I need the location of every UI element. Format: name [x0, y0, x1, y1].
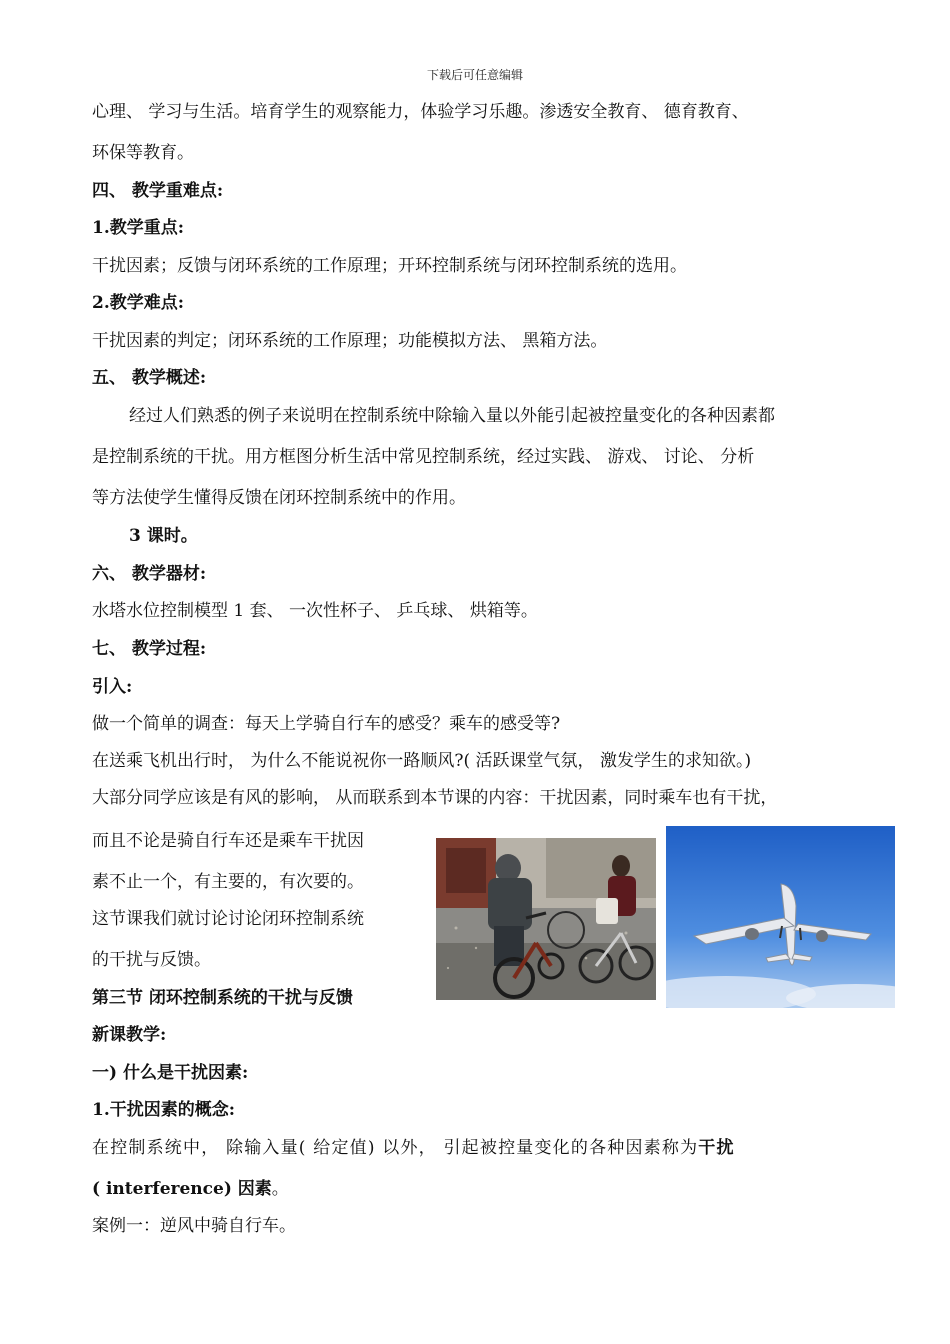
paragraph-line: 环保等教育。	[92, 143, 194, 163]
class-hours: 3 课时。	[129, 526, 198, 546]
paragraph-line: 心理、 学习与生活。培育学生的观察能力，体验学习乐趣。渗透安全教育、 德育教育、	[92, 102, 749, 122]
paragraph-line: 素不止一个，有主要的，有次要的。	[92, 872, 364, 892]
paragraph-line: 水塔水位控制模型 1 套、 一次性杯子、 乒乓球、 烘箱等。	[92, 601, 538, 621]
subheading-concept: 1.干扰因素的概念:	[92, 1100, 236, 1120]
paragraph-line: 经过人们熟悉的例子来说明在控制系统中除输入量以外能引起被控量变化的各种因素都	[129, 406, 775, 426]
subheading-interference: 一) 什么是干扰因素:	[92, 1063, 249, 1083]
airplane-photo	[666, 826, 895, 1008]
subheading-new-lesson: 新课教学:	[92, 1025, 167, 1045]
paragraph-line: 案例一：逆风中骑自行车。	[92, 1216, 296, 1236]
paragraph-line: 在送乘飞机出行时， 为什么不能说祝你一路顺风?( 活跃课堂气氛， 激发学生的求知欲。)	[92, 751, 752, 771]
cyclists-photo	[436, 838, 656, 1000]
section-title: 第三节 闭环控制系统的干扰与反馈	[92, 988, 353, 1008]
section-heading-7: 七、 教学过程:	[92, 639, 207, 659]
subheading-difficulties: 2.教学难点:	[92, 293, 185, 313]
page-header: 下载后可任意编辑	[426, 68, 523, 82]
paragraph-line: 干扰因素；反馈与闭环系统的工作原理；开环控制系统与闭环控制系统的选用。	[92, 256, 687, 276]
cyclists-illustration	[436, 838, 656, 1000]
airplane-illustration	[666, 826, 895, 1008]
section-heading-6: 六、 教学器材:	[92, 564, 207, 584]
paragraph-line: 做一个简单的调查：每天上学骑自行车的感受？乘车的感受等?	[92, 714, 561, 734]
paragraph-line: 这节课我们就讨论讨论闭环控制系统	[92, 909, 364, 929]
section-heading-4: 四、 教学重难点:	[92, 181, 224, 201]
paragraph-line: 等方法使学生懂得反馈在闭环控制系统中的作用。	[92, 488, 466, 508]
paragraph-line: 是控制系统的干扰。用方框图分析生活中常见控制系统，经过实践、 游戏、 讨论、 分析	[92, 447, 755, 467]
term-interference-en: ( interference) 因素	[92, 1179, 272, 1199]
paragraph-line: 大部分同学应该是有风的影响， 从而联系到本节课的内容：干扰因素，同时乘车也有干扰，	[92, 788, 778, 808]
paragraph-line: 干扰因素的判定；闭环系统的工作原理；功能模拟方法、 黑箱方法。	[92, 331, 608, 351]
paragraph-line: 的干扰与反馈。	[92, 950, 211, 970]
period: 。	[271, 1179, 289, 1199]
paragraph-line: 而且不论是骑自行车还是乘车干扰因	[92, 831, 364, 851]
subheading-intro: 引入:	[92, 677, 133, 697]
section-heading-5: 五、 教学概述:	[92, 368, 207, 388]
term-interference: 干扰	[698, 1138, 735, 1158]
subheading-key-points: 1.教学重点:	[92, 218, 185, 238]
definition-line	[92, 1177, 289, 1201]
definition-text: 在控制系统中， 除输入量( 给定值) 以外， 引起被控量变化的各种因素称为	[92, 1138, 699, 1158]
definition-line	[92, 1136, 735, 1160]
